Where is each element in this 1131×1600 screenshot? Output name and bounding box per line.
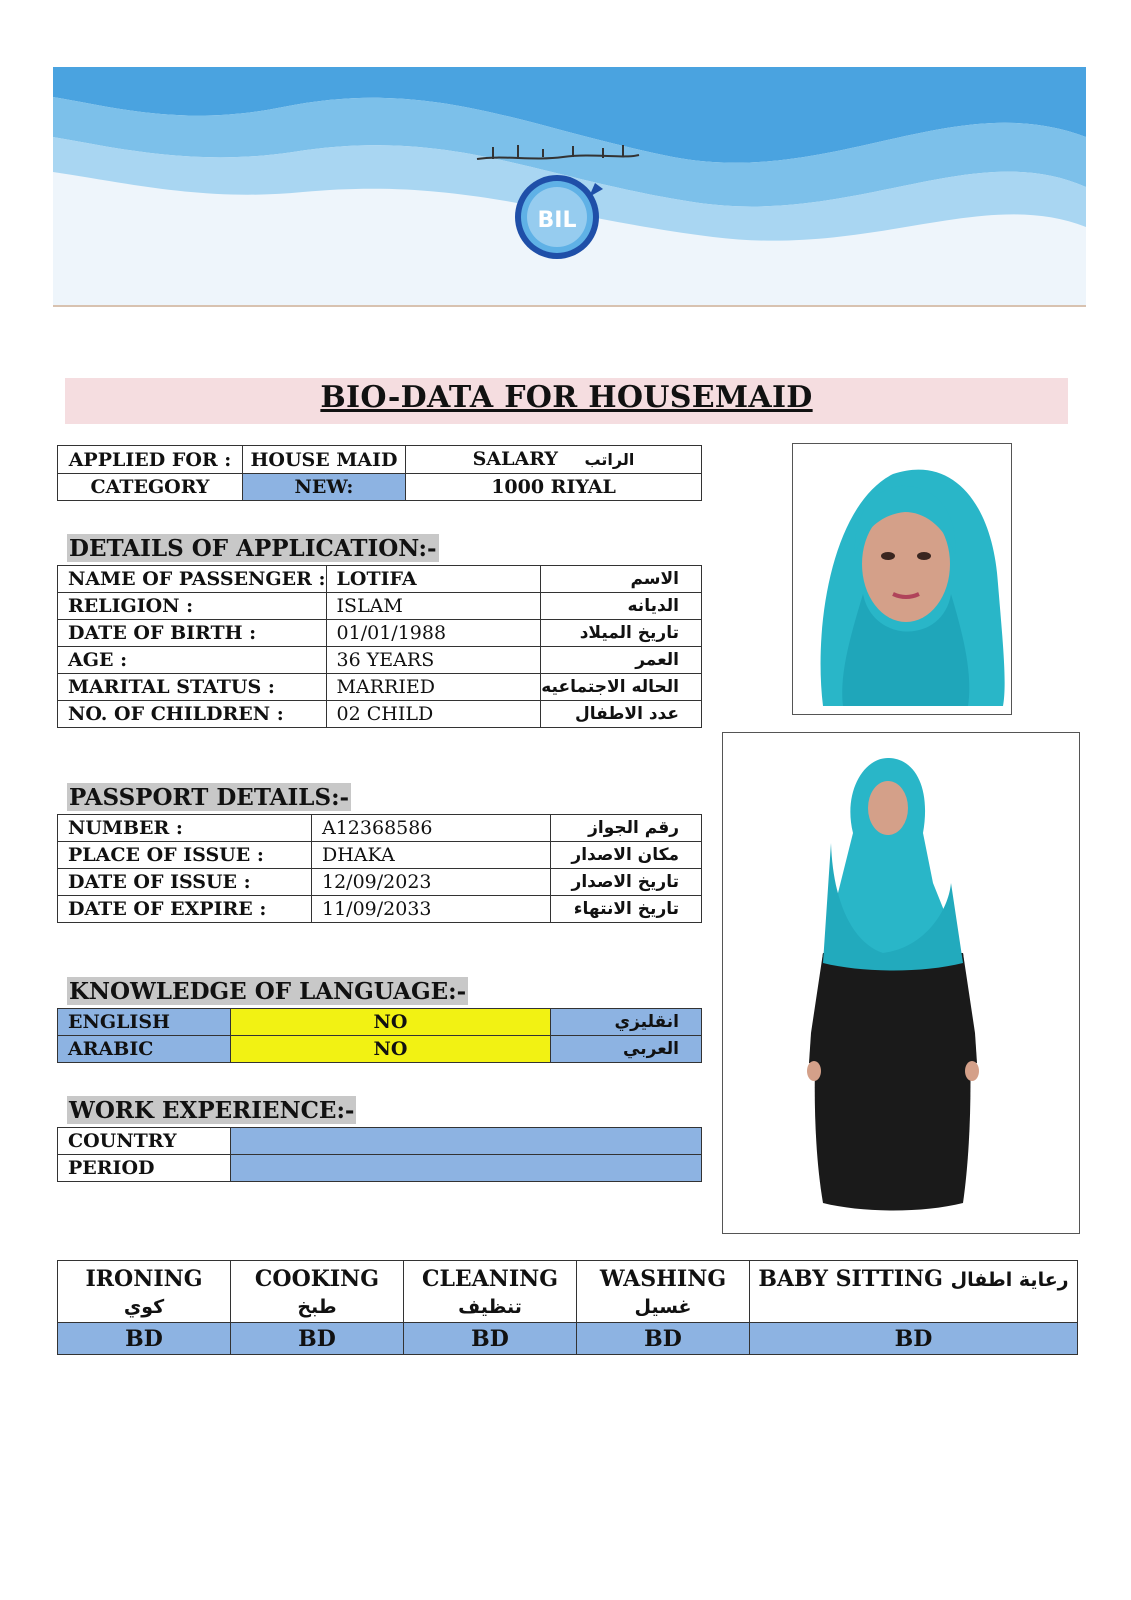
place-of-issue-value: DHAKA (312, 842, 551, 869)
religion-label-ar: الديانه (541, 593, 702, 620)
full-body-photo (722, 732, 1080, 1234)
salary-value: 1000 RIYAL (406, 474, 702, 501)
cooking-value: BD (231, 1323, 404, 1355)
language-table (57, 1008, 702, 1063)
english-label: ENGLISH (58, 1009, 231, 1036)
marital-label-ar: الحاله الاجتماعيه (541, 674, 702, 701)
category-value: NEW: (243, 474, 406, 501)
skill-washing-ar: غسيل (634, 1296, 692, 1318)
table-row (58, 566, 702, 593)
skill-cooking-ar: طبخ (297, 1296, 337, 1318)
dob-value: 01/01/1988 (326, 620, 541, 647)
date-of-expire-value: 11/09/2033 (312, 896, 551, 923)
place-of-issue-label-ar: مكان الاصدار (551, 842, 702, 869)
table-row (58, 815, 702, 842)
skill-ironing-ar: كوي (123, 1296, 165, 1318)
language-heading: KNOWLEDGE OF LANGUAGE:- (69, 978, 467, 1005)
skill-cooking (231, 1261, 404, 1323)
applied-for-table (57, 445, 702, 501)
table-row (58, 842, 702, 869)
passport-heading: PASSPORT DETAILS:- (69, 784, 350, 811)
table-row (58, 647, 702, 674)
company-logo (511, 167, 607, 263)
skill-washing-en: WASHING (599, 1266, 727, 1292)
passport-number-value: A12368586 (312, 815, 551, 842)
arabic-label: ARABIC (58, 1036, 231, 1063)
table-row (58, 674, 702, 701)
ironing-value: BD (58, 1323, 231, 1355)
name-label-ar: الاسم (541, 566, 702, 593)
marital-label: MARITAL STATUS : (58, 674, 327, 701)
experience-heading: WORK EXPERIENCE:- (69, 1097, 355, 1124)
age-value: 36 YEARS (326, 647, 541, 674)
english-label-ar: انقليزي (551, 1009, 702, 1036)
table-row (58, 1009, 702, 1036)
table-row (58, 1323, 1078, 1355)
religion-value: ISLAM (326, 593, 541, 620)
arabic-label-ar: العربي (551, 1036, 702, 1063)
skill-cleaning-ar: تنظيف (458, 1296, 522, 1318)
country-label: COUNTRY (58, 1128, 231, 1155)
country-value (231, 1128, 702, 1155)
passport-number-label-ar: رقم الجواز (551, 815, 702, 842)
date-of-issue-label: DATE OF ISSUE : (58, 869, 312, 896)
skill-baby-sitting-ar: رعاية اطفال (950, 1269, 1069, 1291)
dob-label-ar: تاريخ الميلاد (541, 620, 702, 647)
salary-label-cell (406, 446, 702, 474)
application-table (57, 565, 702, 728)
skill-cleaning (404, 1261, 577, 1323)
portrait-photo (792, 443, 1012, 715)
skill-baby-sitting-en: BABY SITTING (758, 1266, 943, 1292)
date-of-issue-label-ar: تاريخ الاصدار (551, 869, 702, 896)
applied-for-value: HOUSE MAID (243, 446, 406, 474)
bismillah-calligraphy (473, 141, 643, 165)
date-of-issue-value: 12/09/2023 (312, 869, 551, 896)
marital-value: MARRIED (326, 674, 541, 701)
english-value: NO (231, 1009, 551, 1036)
period-value (231, 1155, 702, 1182)
skill-cleaning-en: CLEANING (421, 1266, 559, 1292)
skills-table (57, 1260, 1078, 1355)
experience-table (57, 1127, 702, 1182)
cleaning-value: BD (404, 1323, 577, 1355)
skill-baby-sitting (750, 1261, 1078, 1323)
washing-value: BD (577, 1323, 750, 1355)
table-row (58, 1128, 702, 1155)
table-row (58, 593, 702, 620)
title-bar (65, 378, 1068, 424)
header-banner (53, 67, 1086, 307)
table-row (58, 446, 702, 474)
passport-table (57, 814, 702, 923)
table-row (58, 701, 702, 728)
category-label: CATEGORY (58, 474, 243, 501)
arabic-value: NO (231, 1036, 551, 1063)
skill-cooking-en: COOKING (254, 1266, 380, 1292)
table-row (58, 869, 702, 896)
age-label: AGE : (58, 647, 327, 674)
passport-number-label: NUMBER : (58, 815, 312, 842)
table-row (58, 1155, 702, 1182)
date-of-expire-label-ar: تاريخ الانتهاء (551, 896, 702, 923)
children-label-ar: عدد الاطفال (541, 701, 702, 728)
salary-label-ar: الراتب (584, 450, 635, 469)
children-label: NO. OF CHILDREN : (58, 701, 327, 728)
logo-text: BIL (537, 208, 577, 233)
table-row (58, 474, 702, 501)
dob-label: DATE OF BIRTH : (58, 620, 327, 647)
table-row (58, 896, 702, 923)
table-row (58, 1036, 702, 1063)
applied-for-label: APPLIED FOR : (58, 446, 243, 474)
religion-label: RELIGION : (58, 593, 327, 620)
name-value: LOTIFA (326, 566, 541, 593)
name-label: NAME OF PASSENGER : (58, 566, 327, 593)
page-title: BIO-DATA FOR HOUSEMAID (320, 380, 813, 415)
salary-label: SALARY (472, 448, 558, 470)
period-label: PERIOD (58, 1155, 231, 1182)
baby-sitting-value: BD (750, 1323, 1078, 1355)
children-value: 02 CHILD (326, 701, 541, 728)
table-row (58, 1261, 1078, 1323)
application-heading: DETAILS OF APPLICATION:- (69, 535, 437, 562)
table-row (58, 620, 702, 647)
date-of-expire-label: DATE OF EXPIRE : (58, 896, 312, 923)
skill-washing (577, 1261, 750, 1323)
age-label-ar: العمر (541, 647, 702, 674)
skill-ironing-en: IRONING (85, 1266, 203, 1292)
place-of-issue-label: PLACE OF ISSUE : (58, 842, 312, 869)
skill-ironing (58, 1261, 231, 1323)
